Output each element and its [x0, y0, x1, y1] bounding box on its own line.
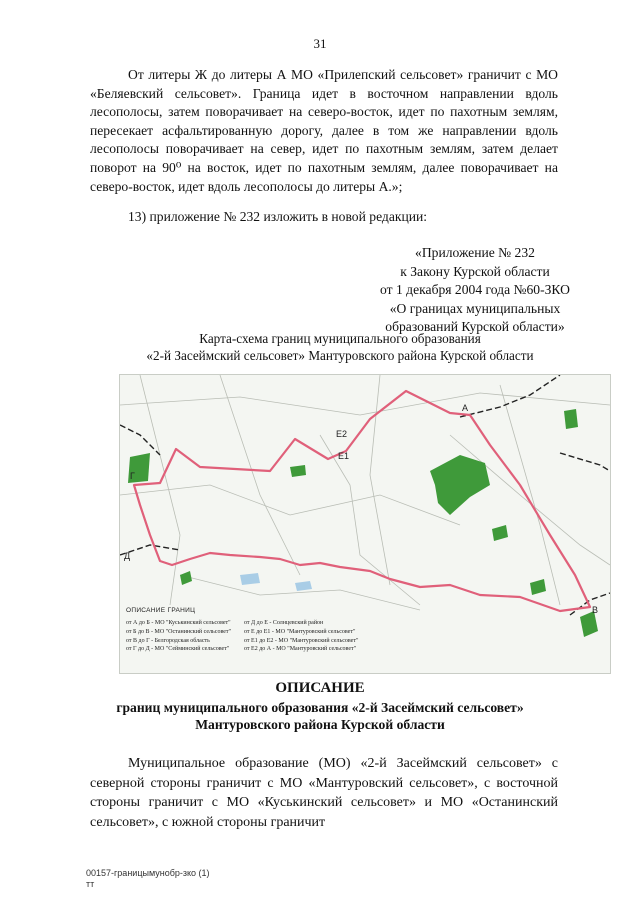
footer-filename: 00157-границымунобр-зко (1): [86, 868, 210, 878]
point-label-v: В: [592, 605, 599, 615]
legend-item: от Е1 до Е2 - МО "Мантуровский сельсовет": [244, 637, 359, 644]
map-legend-title: ОПИСАНИЕ ГРАНИЦ: [126, 607, 196, 614]
paragraph-boundary-description: От литеры Ж до литеры А МО «Прилепский сельсовет» граничит с МО «Беляевский сельсовет». Граница идет в восточном направлении вдоль лесополосы, затем поворачивает на северо-восток, идет по пахотным землям, пересекает асфальтированную дорогу, далее в том же направлении вдоль лесополосы поворачивает на север, идет по пахотным землям, затем делает поворот на 90⁰ на восток, идет по пахотным землям, далее поворачивает на северо-восток, идет вдоль лесополосы до литеры А.»;: [90, 67, 558, 194]
legend-item: от Г до Д - МО "Сейминский сельсовет": [126, 646, 230, 653]
annex-line: «О границах муниципальных: [389, 300, 561, 316]
section-subheading: Мантуровского района Курской области: [195, 717, 445, 732]
paragraph-amendment: 13) приложение № 232 изложить в новой редакции:: [128, 209, 428, 224]
municipal-boundary: [134, 391, 590, 611]
annex-line: к Закону Курской области: [400, 263, 550, 279]
forest-areas: [128, 409, 598, 637]
legend-item: от Е до Е1 - МО "Мантуровский сельсовет": [244, 628, 356, 635]
map-title-line: «2-й Засеймский сельсовет» Мантуровского района Курской области: [146, 348, 534, 363]
point-label-a: А: [462, 403, 469, 413]
boundary-map: [119, 374, 611, 674]
map-legend-left: [126, 619, 231, 654]
legend-item: от Е2 до А - МО "Мантуровский сельсовет": [244, 646, 357, 653]
point-label-e2: Е2: [336, 429, 348, 439]
district-lines: [120, 375, 610, 615]
annex-header: [330, 244, 620, 337]
annex-line: «Приложение № 232: [415, 245, 535, 260]
map-background-roads: [120, 375, 610, 610]
legend-item: от Д до Е - Солнцевский район: [244, 620, 324, 626]
page-number: 31: [313, 36, 327, 51]
section-subheading: границ муниципального образования «2-й Засеймский сельсовет»: [116, 700, 524, 715]
document-footer: [86, 868, 210, 890]
point-label-e1: Е1: [338, 451, 350, 461]
point-label-g: Г: [130, 471, 135, 481]
annex-line: образований Курской области»: [385, 319, 565, 335]
legend-item: от А до Б - МО "Куськинский сельсовет": [126, 620, 231, 626]
legend-item: от В до Г - Белгородская область: [126, 637, 210, 644]
map-title: [110, 330, 570, 364]
section-heading: ОПИСАНИЕ: [275, 680, 365, 696]
annex-line: от 1 декабря 2004 года №60-ЗКО: [380, 282, 570, 298]
legend-item: от Б до В - МО "Останинский сельсовет": [126, 628, 231, 635]
paragraph-municipality-description: Муниципальное образование (МО) «2-й Засеймский сельсовет» с северной стороны граничит с МО «Мантуровский сельсовет», с восточной стороны граничит с МО «Куськинский сельсовет» и МО «Останинский сельсовет», с южной стороны граничит: [90, 756, 558, 830]
map-legend-right: [244, 619, 358, 654]
footer-code: тт: [86, 879, 95, 889]
water-bodies: [240, 573, 312, 591]
point-label-d: Д: [124, 551, 131, 561]
map-title-line: Карта-схема границ муниципального образования: [199, 331, 481, 346]
